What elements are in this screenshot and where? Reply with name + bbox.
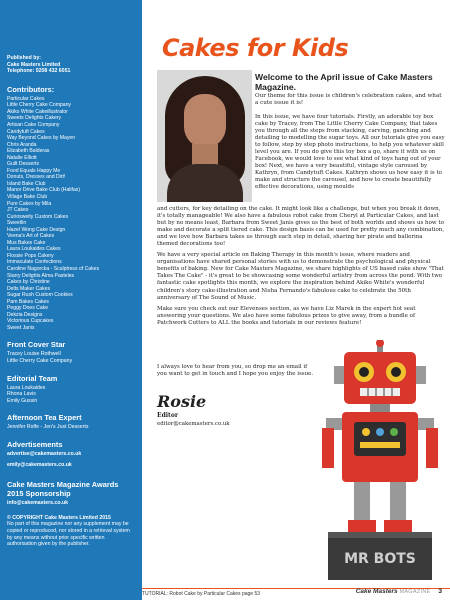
paragraph-3: Make sure you check out our Elevenses section, as we have Liz Marek in the expert hot seat answering your questions. We also have some fabulous prizes to give away, from a bundle of Patchwork Cutters to ALL the books and tutorials in our reviews feature! bbox=[157, 305, 416, 326]
contributor-item: Flossie Pops Cakery bbox=[7, 252, 54, 259]
front-cover-heading: Front Cover Star bbox=[7, 340, 66, 350]
advertise-email-link[interactable]: advertise@cakemasters.co.uk bbox=[7, 451, 82, 458]
contributors-list bbox=[7, 96, 135, 332]
contributor-item: JT Cakes bbox=[7, 207, 29, 214]
page-number: 3 bbox=[438, 588, 442, 595]
sidebar bbox=[0, 0, 142, 600]
contributor-item: Curiosweity Custom Cakes bbox=[7, 213, 69, 220]
contributor-item: Pure Cakes by Mila bbox=[7, 200, 52, 207]
contributor-item: Dekzia Designs bbox=[7, 311, 43, 318]
contributor-item: Little Cherry Cake Company bbox=[7, 102, 71, 109]
contributor-item: Candytuft Cakes bbox=[7, 128, 45, 135]
footer-branding bbox=[356, 588, 442, 595]
contributor-item: Chris Aranda bbox=[7, 141, 37, 148]
main-content bbox=[142, 0, 450, 600]
contributor-item: Veena's Art of Cakes bbox=[7, 233, 55, 240]
contributor-item: Delts Maker Cakes bbox=[7, 285, 51, 292]
contributor-item: Sugar Rush Custom Cookies bbox=[7, 292, 73, 299]
editorial-heading: Editorial Team bbox=[7, 373, 58, 383]
footer-brand: Cake Masters bbox=[355, 588, 398, 595]
contributor-item: Hazel Wong Cake Design bbox=[7, 226, 66, 233]
editor-email-link[interactable]: editor@cakemasters.co.uk bbox=[157, 421, 230, 427]
contributor-item: Donuts, Dresses and Dirt! bbox=[7, 174, 66, 181]
contributor-item: Elizabeth Balderas bbox=[7, 148, 50, 155]
editorial-member: Rhona Lavis bbox=[7, 391, 36, 398]
contributor-item: Mus Bakes Cake bbox=[7, 239, 46, 246]
intro-heading: Welcome to the April issue of Cake Masters Magazine. bbox=[255, 72, 433, 92]
contributor-item: Laura Loukaides Cakes bbox=[7, 246, 61, 253]
awards-heading: Cake Masters Magazine Awards 2015 Sponsorship bbox=[7, 480, 119, 499]
publisher-name: Cake Masters Limited bbox=[7, 61, 61, 68]
contributor-item: Victorious Cupcakes bbox=[7, 318, 54, 325]
editor-role: Editor bbox=[157, 412, 178, 419]
contributor-item: Island Bake Club bbox=[7, 180, 46, 187]
page-title: Cakes for Kids bbox=[162, 34, 349, 62]
footer-magazine: MAGAZINE bbox=[399, 589, 431, 595]
contributor-item: Akiko White Cakeillustrator bbox=[7, 108, 68, 115]
afternoon-tea-heading: Afternoon Tea Expert bbox=[7, 413, 82, 423]
contributor-item: Cakes by Christine bbox=[7, 279, 50, 286]
copyright-heading: © COPYRIGHT Cake Masters Limited 2015 bbox=[7, 514, 111, 521]
contributor-item: Pam Bakes Cakes bbox=[7, 298, 49, 305]
paragraph-2: We have a very special article on Baking Therapy in this month's issue, where readers and organisations have shared personal stories with us to demonstrate the psychological and physical benefits of baking. New for Cake Masters Magazine, we share highlights of US based cake show "That Takes The Cake" - it's great to be showcasing some wonderful artistry from across the pond. With two fantastic cake spotlights this month, we explore the inspiration behind Akiko White's wonderful children's story cake-illustration and Nisha Fernando's fabulous cake to celebrate the 50th anniversary of The Sound of Music. bbox=[157, 252, 444, 301]
contributor-item: Village Bake Club bbox=[7, 193, 48, 200]
front-cover-company: Little Cherry Cake Company bbox=[7, 358, 73, 365]
editorial-member: Emily Gussin bbox=[7, 397, 38, 404]
front-cover-name: Tracey Louise Rothwell bbox=[7, 351, 61, 358]
contributor-item: Particular Cakes bbox=[7, 95, 45, 102]
publisher-telephone: Telephone: 0208 432 6051 bbox=[7, 68, 71, 75]
contributor-item: Way Beyond Cakes by Mayen bbox=[7, 135, 76, 142]
paragraph-1: In this issue, we have four tutorials. Firstly, an adorable toy box cake by Tracey, from The Little Cherry Cake Company, that takes you through all the steps from stacking, carving, ganching and detailing to modelling the sugar toys. All our tutorials give you easy to follow, step by step photo instructions, to help you whatever skill level you are. If you do give this toy box a go, share it with us on Facebook, we would love to see what kind of toys hang out of your box! Next, we have a very beautiful, vintage style carousel by Kathryn, from Candytuft Cakes. Kathryn shows us how easy it is to make and structure the carousel, and how to create beautifully effective decorations, using moulds bbox=[255, 114, 445, 191]
paragraph-4: I always love to hear from you, so drop me an email if you want to get in touch and I hope you enjoy the issue. bbox=[157, 364, 314, 378]
editor-photo bbox=[157, 70, 252, 202]
editor-signature: Rosie bbox=[157, 392, 207, 411]
contact-email-link[interactable]: emily@cakemasters.co.uk bbox=[7, 461, 72, 468]
contributors-heading: Contributors: bbox=[7, 84, 55, 94]
contributor-item: Natalie Elliott bbox=[7, 154, 37, 161]
contributor-item: Starry Delights Alma Pasteles bbox=[7, 272, 75, 279]
editorial-member: Laura Loukaides bbox=[7, 384, 46, 391]
contributor-item: Sweets Delights Cakery bbox=[7, 115, 62, 122]
contributor-item: Immaculate Confections bbox=[7, 259, 62, 266]
contributor-item: Sweetlin bbox=[7, 220, 27, 227]
contributor-item: Artisan Cake Company bbox=[7, 121, 60, 128]
footer-tutorial-credit: TUTORIAL: Robot Cake by Particular Cakes page 53 bbox=[142, 591, 261, 597]
contributor-item: Peggy Does Cake bbox=[7, 305, 49, 312]
afternoon-tea-name: Jennifer Rolfe - Jen's Just Desserts bbox=[7, 424, 89, 431]
robot-base-label: MR BOTS bbox=[344, 551, 416, 567]
contributor-item: Food Equals Happy Me bbox=[7, 167, 61, 174]
contributor-item: Sweet Janis bbox=[7, 324, 35, 331]
contributor-item: Manor Drive Bake Club (Halifax) bbox=[7, 187, 81, 194]
awards-email-link[interactable]: info@cakemasters.co.uk bbox=[7, 500, 68, 507]
robot-cake-image bbox=[322, 340, 440, 585]
intro-subheading: Our theme for this issue is children's celebration cakes, and what a cute issue it is! bbox=[255, 93, 442, 106]
contributor-item: Guilt Desserts bbox=[7, 161, 39, 168]
copyright-text: No part of this magazine nor any supplement may be copied or reproduced, nor stored in a retrieval system by any means without prior specific written authorisation given by the publisher. bbox=[7, 521, 130, 548]
contributor-item: Caroline Nagorcka - Sculptress of Cakes bbox=[7, 266, 100, 272]
paragraph-1b: and cutters, for key detailing on the cake. It might look like a challenge, but when you break it down, it's totally manageable! We also have a fabulous robot cake from Cheryl at Particular Cakes, and last but by no means least, Barbara from Sweet Janis gives us the best of both worlds and shows us how to make and decorate a split tiered cake. This design basis can be used for pretty much any combination, and we love how Barbara takes us through each step in detail, sharing her pirate and ballerina themed decorations too! bbox=[157, 206, 445, 248]
advertisements-heading: Advertisements bbox=[7, 440, 63, 450]
published-by-label: Published by: bbox=[7, 55, 42, 61]
